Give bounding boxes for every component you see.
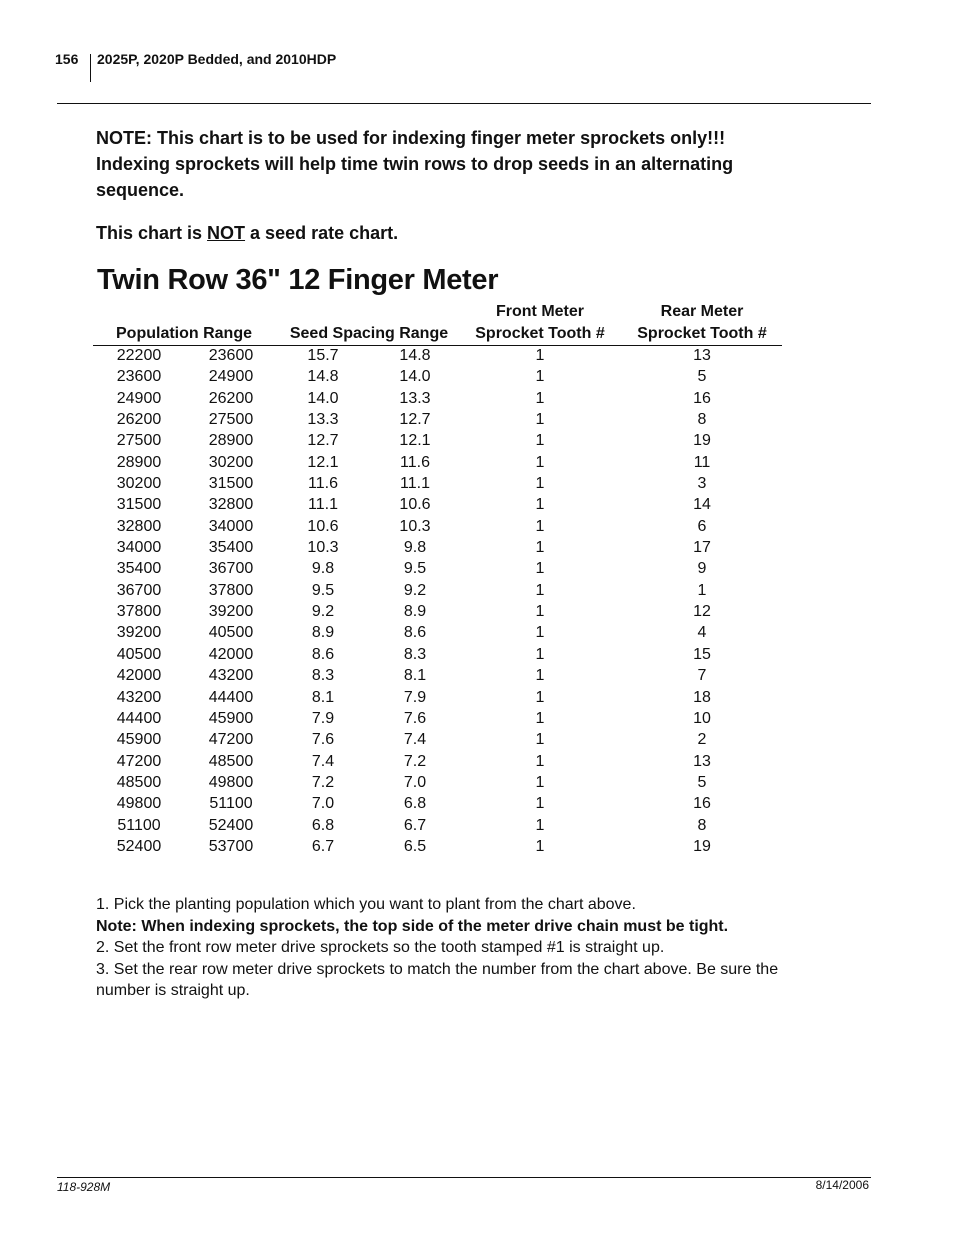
cell-rear-sprocket-tooth: 8	[697, 411, 707, 429]
cell-front-sprocket-tooth: 1	[535, 389, 545, 407]
cell-front-sprocket-tooth: 1	[535, 453, 545, 471]
cell-seed-spacing-from: 11.6	[308, 475, 338, 493]
table-row	[0, 452, 954, 473]
column-header-front-sprocket-tooth: Sprocket Tooth #	[475, 325, 605, 342]
cell-seed-spacing-from: 9.5	[311, 581, 335, 599]
document-title: 2025P, 2020P Bedded, and 2010HDP	[97, 51, 337, 67]
cell-front-sprocket-tooth: 1	[535, 347, 545, 364]
cell-seed-spacing-to: 9.5	[403, 560, 427, 578]
cell-rear-sprocket-tooth: 19	[693, 432, 711, 450]
cell-front-sprocket-tooth: 1	[535, 539, 545, 557]
cell-population-from: 32800	[116, 517, 162, 535]
cell-population-from: 43200	[116, 688, 162, 706]
cell-rear-sprocket-tooth: 13	[693, 347, 711, 364]
cell-front-sprocket-tooth: 1	[535, 581, 545, 599]
cell-population-to: 51100	[209, 795, 253, 813]
cell-seed-spacing-from: 8.3	[311, 667, 335, 685]
note-text-end: a seed rate chart.	[245, 223, 399, 243]
header-separator	[90, 54, 91, 82]
cell-seed-spacing-from: 6.7	[311, 837, 335, 855]
cell-front-sprocket-tooth: 1	[535, 432, 545, 450]
cell-seed-spacing-from: 10.6	[307, 517, 339, 535]
cell-population-from: 47200	[116, 752, 162, 770]
cell-population-from: 24900	[116, 389, 162, 407]
cell-seed-spacing-from: 12.7	[307, 432, 339, 450]
cell-rear-sprocket-tooth: 14	[693, 496, 711, 514]
cell-seed-spacing-to: 8.3	[403, 645, 427, 663]
cell-population-to: 39200	[208, 603, 254, 621]
cell-seed-spacing-to: 12.1	[399, 432, 431, 450]
cell-seed-spacing-from: 8.1	[311, 688, 335, 706]
instructions	[96, 894, 816, 1002]
cell-population-from: 44400	[116, 709, 162, 727]
table-row	[0, 366, 954, 387]
cell-population-to: 48500	[208, 752, 254, 770]
cell-population-from: 26200	[116, 411, 162, 429]
cell-seed-spacing-to: 6.8	[403, 795, 427, 813]
cell-rear-sprocket-tooth: 7	[697, 667, 707, 685]
table-row	[0, 494, 954, 515]
cell-population-from: 42000	[116, 667, 162, 685]
cell-front-sprocket-tooth: 1	[535, 475, 545, 493]
table-row	[0, 751, 954, 772]
table-row	[0, 430, 954, 451]
cell-seed-spacing-to: 6.5	[403, 837, 427, 855]
cell-front-sprocket-tooth: 1	[535, 816, 545, 834]
column-header-front-meter: Front Meter	[496, 303, 584, 320]
cell-population-to: 43200	[208, 667, 254, 685]
table-row	[0, 772, 954, 793]
cell-population-from: 49800	[116, 795, 162, 813]
cell-population-to: 49800	[208, 773, 254, 791]
table-row	[0, 601, 954, 622]
cell-seed-spacing-from: 15.7	[307, 347, 339, 364]
cell-seed-spacing-to: 10.6	[399, 496, 431, 514]
cell-population-from: 52400	[116, 837, 162, 855]
cell-seed-spacing-to: 9.8	[403, 539, 427, 557]
cell-seed-spacing-to: 11.6	[400, 453, 430, 471]
cell-seed-spacing-to: 11.1	[400, 475, 430, 493]
table-row	[0, 345, 954, 366]
cell-seed-spacing-to: 8.9	[403, 603, 427, 621]
cell-seed-spacing-from: 6.8	[311, 816, 335, 834]
cell-front-sprocket-tooth: 1	[535, 667, 545, 685]
instruction-step-1: 1. Pick the planting population which you want to plant from the chart above.	[96, 896, 636, 913]
cell-seed-spacing-from: 9.2	[311, 603, 335, 621]
cell-seed-spacing-from: 12.1	[307, 453, 339, 471]
cell-seed-spacing-from: 14.0	[307, 389, 339, 407]
cell-population-from: 27500	[116, 432, 162, 450]
cell-seed-spacing-to: 9.2	[403, 581, 427, 599]
table-row	[0, 644, 954, 665]
cell-rear-sprocket-tooth: 16	[693, 389, 711, 407]
cell-population-from: 39200	[116, 624, 162, 642]
cell-population-from: 51100	[117, 816, 161, 834]
cell-population-to: 53700	[208, 837, 254, 855]
cell-front-sprocket-tooth: 1	[535, 624, 545, 642]
cell-seed-spacing-to: 7.6	[403, 709, 427, 727]
cell-rear-sprocket-tooth: 8	[697, 816, 707, 834]
cell-front-sprocket-tooth: 1	[535, 731, 545, 749]
table-row	[0, 537, 954, 558]
cell-rear-sprocket-tooth: 1	[697, 581, 707, 599]
cell-population-to: 28900	[208, 432, 254, 450]
cell-population-from: 31500	[116, 496, 162, 514]
cell-seed-spacing-from: 7.6	[311, 731, 335, 749]
cell-population-to: 34000	[208, 517, 254, 535]
note-not-seed-rate	[96, 220, 398, 246]
cell-front-sprocket-tooth: 1	[535, 517, 545, 535]
chart-title: Twin Row 36" 12 Finger Meter	[97, 264, 499, 296]
cell-front-sprocket-tooth: 1	[535, 688, 545, 706]
cell-front-sprocket-tooth: 1	[535, 645, 545, 663]
cell-population-from: 34000	[116, 539, 162, 557]
cell-population-to: 45900	[208, 709, 254, 727]
cell-population-to: 52400	[208, 816, 254, 834]
cell-population-from: 23600	[116, 368, 162, 386]
cell-rear-sprocket-tooth: 6	[697, 517, 707, 535]
column-header-rear-meter: Rear Meter	[660, 303, 744, 320]
document-number: 118-928M	[57, 1180, 111, 1194]
cell-population-to: 30200	[208, 453, 254, 471]
cell-rear-sprocket-tooth: 19	[693, 837, 711, 855]
table-row	[0, 708, 954, 729]
cell-seed-spacing-from: 7.2	[311, 773, 335, 791]
cell-rear-sprocket-tooth: 2	[697, 731, 707, 749]
page-number: 156	[55, 51, 79, 67]
table-row	[0, 687, 954, 708]
cell-rear-sprocket-tooth: 13	[693, 752, 711, 770]
cell-population-to: 35400	[208, 539, 254, 557]
cell-front-sprocket-tooth: 1	[535, 837, 545, 855]
cell-rear-sprocket-tooth: 11	[693, 453, 711, 471]
table-row	[0, 473, 954, 494]
table-row	[0, 516, 954, 537]
cell-front-sprocket-tooth: 1	[535, 795, 545, 813]
cell-population-from: 48500	[116, 773, 162, 791]
table-row	[0, 729, 954, 750]
cell-seed-spacing-from: 7.0	[311, 795, 335, 813]
cell-rear-sprocket-tooth: 4	[697, 624, 707, 642]
cell-population-to: 42000	[208, 645, 254, 663]
cell-population-to: 23600	[208, 347, 254, 364]
cell-front-sprocket-tooth: 1	[535, 709, 545, 727]
cell-seed-spacing-to: 7.0	[403, 773, 427, 791]
cell-rear-sprocket-tooth: 10	[693, 709, 711, 727]
cell-population-to: 37800	[208, 581, 254, 599]
cell-rear-sprocket-tooth: 5	[697, 368, 707, 386]
table-row	[0, 665, 954, 686]
cell-population-to: 36700	[208, 560, 254, 578]
cell-seed-spacing-from: 7.9	[311, 709, 335, 727]
table-row	[0, 622, 954, 643]
cell-seed-spacing-to: 8.1	[403, 667, 427, 685]
cell-rear-sprocket-tooth: 9	[697, 560, 707, 578]
cell-seed-spacing-to: 6.7	[403, 816, 427, 834]
cell-population-from: 30200	[116, 475, 162, 493]
cell-population-to: 32800	[208, 496, 254, 514]
cell-seed-spacing-from: 8.9	[311, 624, 335, 642]
table-row	[0, 409, 954, 430]
cell-rear-sprocket-tooth: 18	[693, 688, 711, 706]
cell-seed-spacing-from: 14.8	[307, 368, 339, 386]
cell-seed-spacing-from: 9.8	[311, 560, 335, 578]
cell-seed-spacing-to: 12.7	[399, 411, 431, 429]
cell-population-to: 27500	[208, 411, 254, 429]
table-row	[0, 793, 954, 814]
cell-seed-spacing-to: 14.8	[399, 347, 431, 364]
instruction-step-3: 3. Set the rear row meter drive sprockets to match the number from the chart above. Be sure the number is straight up.	[96, 960, 779, 999]
cell-rear-sprocket-tooth: 15	[693, 645, 711, 663]
cell-population-from: 35400	[116, 560, 162, 578]
cell-seed-spacing-from: 13.3	[307, 411, 339, 429]
cell-rear-sprocket-tooth: 3	[697, 475, 707, 493]
column-header-seed-spacing-range: Seed Spacing Range	[289, 325, 449, 342]
cell-front-sprocket-tooth: 1	[535, 560, 545, 578]
note-emphasis: NOT	[207, 223, 246, 243]
cell-front-sprocket-tooth: 1	[535, 368, 545, 386]
cell-front-sprocket-tooth: 1	[535, 411, 545, 429]
cell-seed-spacing-to: 13.3	[399, 389, 431, 407]
cell-seed-spacing-to: 7.2	[403, 752, 427, 770]
cell-front-sprocket-tooth: 1	[535, 773, 545, 791]
note-paragraph: NOTE: This chart is to be used for indexing finger meter sprockets only!!! Indexing sprockets will help time twin rows to drop seeds in an alternating sequence.	[96, 128, 734, 200]
cell-population-from: 40500	[116, 645, 162, 663]
cell-population-to: 47200	[208, 731, 254, 749]
table-row	[0, 580, 954, 601]
cell-population-from: 28900	[116, 453, 162, 471]
cell-seed-spacing-from: 8.6	[311, 645, 335, 663]
footer-rule	[57, 1177, 871, 1178]
cell-seed-spacing-to: 10.3	[399, 517, 431, 535]
cell-population-to: 24900	[208, 368, 254, 386]
cell-seed-spacing-to: 7.4	[403, 731, 427, 749]
cell-front-sprocket-tooth: 1	[535, 603, 545, 621]
cell-seed-spacing-to: 14.0	[399, 368, 431, 386]
cell-rear-sprocket-tooth: 17	[693, 539, 711, 557]
cell-seed-spacing-to: 8.6	[403, 624, 427, 642]
cell-population-to: 40500	[208, 624, 254, 642]
cell-seed-spacing-to: 7.9	[403, 688, 427, 706]
note-text-start: This chart is	[96, 223, 208, 243]
cell-population-from: 36700	[116, 581, 162, 599]
cell-population-from: 45900	[116, 731, 162, 749]
cell-front-sprocket-tooth: 1	[535, 752, 545, 770]
cell-population-from: 22200	[116, 347, 162, 364]
cell-rear-sprocket-tooth: 16	[693, 795, 711, 813]
cell-population-from: 37800	[116, 603, 162, 621]
cell-population-to: 26200	[208, 389, 254, 407]
column-header-rear-sprocket-tooth: Sprocket Tooth #	[637, 325, 767, 342]
instruction-note: Note: When indexing sprockets, the top side of the meter drive chain must be tight.	[96, 917, 729, 935]
table-row	[0, 388, 954, 409]
column-header-population-range: Population Range	[116, 325, 252, 342]
cell-population-to: 44400	[208, 688, 254, 706]
header-rule	[57, 103, 871, 104]
document-date: 8/14/2006	[815, 1178, 869, 1192]
cell-rear-sprocket-tooth: 5	[697, 773, 707, 791]
cell-population-to: 31500	[208, 475, 254, 493]
table-row	[0, 815, 954, 836]
cell-rear-sprocket-tooth: 12	[693, 603, 711, 621]
cell-seed-spacing-from: 11.1	[308, 496, 338, 514]
table-body	[0, 345, 954, 857]
table-row	[0, 558, 954, 579]
instruction-step-2: 2. Set the front row meter drive sprockets so the tooth stamped #1 is straight up.	[96, 939, 665, 956]
table-row	[0, 836, 954, 857]
cell-seed-spacing-from: 7.4	[311, 752, 335, 770]
cell-seed-spacing-from: 10.3	[307, 539, 339, 557]
cell-front-sprocket-tooth: 1	[535, 496, 545, 514]
